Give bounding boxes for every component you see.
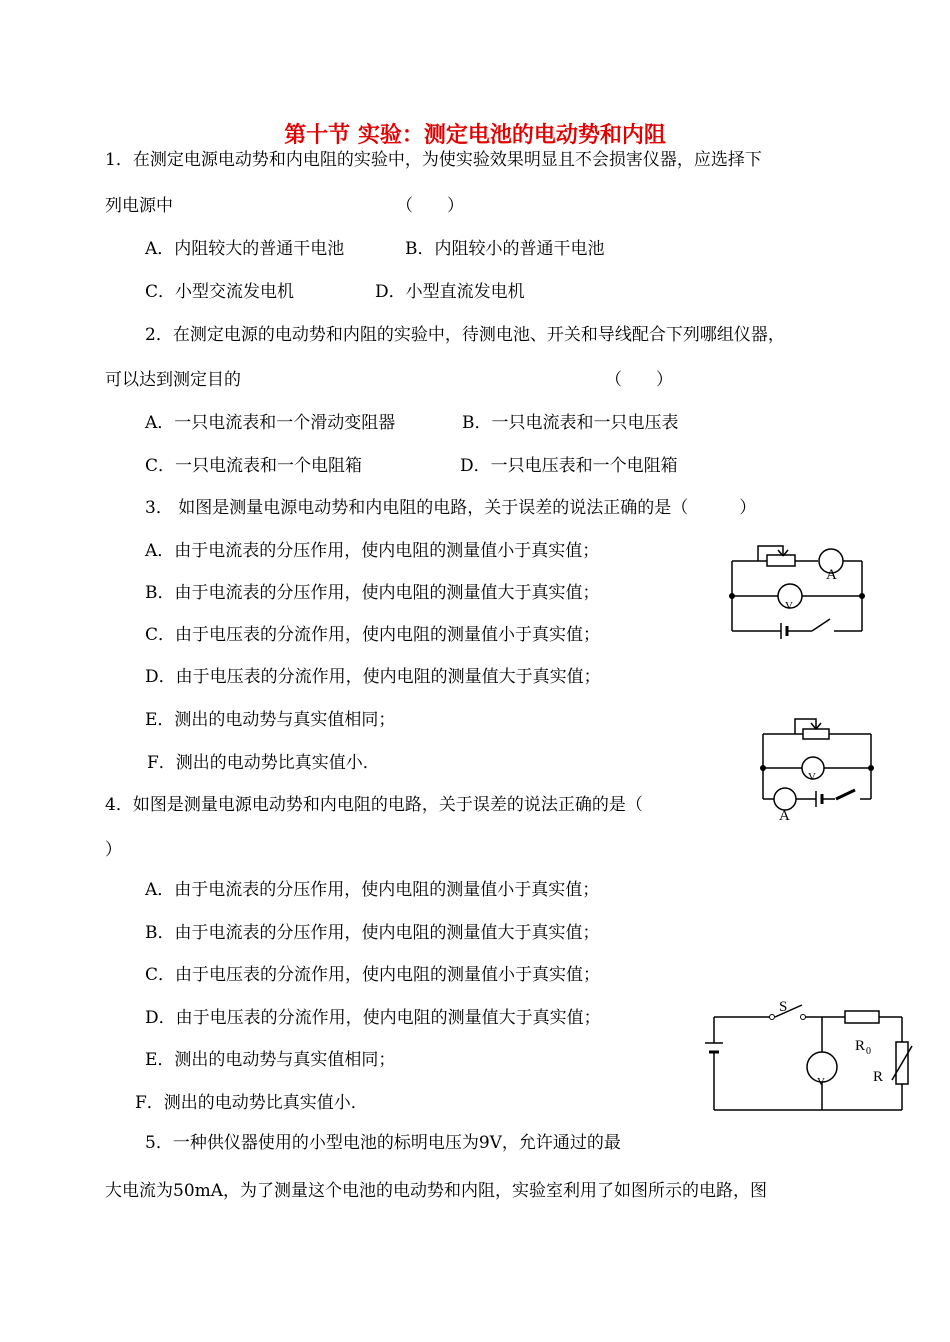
- q5-voltmeter-label: V: [817, 1076, 825, 1088]
- q4-option-e: E．测出的电动势与真实值相同；: [145, 1050, 396, 1070]
- q4-option-b: B．由于电流表的分压作用，使内电阻的测量值大于真实值；: [145, 923, 600, 943]
- q5-line1: 5．一种供仪器使用的小型电池的标明电压为9V，允许通过的最: [145, 1133, 621, 1153]
- q3-voltmeter-label: V: [785, 600, 793, 612]
- page-title: 第十节 实验：测定电池的电动势和内阻: [284, 123, 666, 148]
- q3-ammeter-label: A: [826, 567, 837, 583]
- q5-line2: 大电流为50mA，为了测量这个电池的电动势和内阻，实验室利用了如图所示的电路，图: [105, 1181, 768, 1201]
- q2-option-c: C．一只电流表和一个电阻箱: [145, 456, 363, 476]
- q1-option-a: A．内阻较大的普通干电池: [145, 239, 345, 259]
- q3-option-e: E．测出的电动势与真实值相同；: [145, 710, 396, 730]
- q3-option-f: F．测出的电动势比真实值小．: [147, 753, 380, 773]
- q2-line1: 2．在测定电源的电动势和内阻的实验中，待测电池、开关和导线配合下列哪组仪器，: [145, 325, 785, 345]
- q3-stem: 3． 如图是测量电源电动势和内电阻的电路，关于误差的说法正确的是（ ）: [145, 498, 757, 518]
- q2-option-b: B．一只电流表和一只电压表: [462, 413, 679, 433]
- q4-stem-end: ）: [105, 840, 122, 860]
- q5-r-label: R: [873, 1069, 884, 1085]
- q1-option-b: B．内阻较小的普通干电池: [405, 239, 605, 259]
- q3-option-c: C．由于电压表的分流作用，使内电阻的测量值小于真实值；: [145, 625, 601, 645]
- q5-r0-label: R: [855, 1038, 866, 1054]
- q4-option-f: F．测出的电动势比真实值小．: [135, 1093, 368, 1113]
- q4-voltmeter-label: V: [808, 771, 816, 783]
- q3-option-b: B．由于电流表的分压作用，使内电阻的测量值大于真实值；: [145, 583, 600, 603]
- q4-stem: 4．如图是测量电源电动势和内电阻的电路，关于误差的说法正确的是（: [105, 795, 643, 815]
- q3-option-a: A．由于电流表的分压作用，使内电阻的测量值小于真实值；: [145, 541, 600, 561]
- q4-option-d: D．由于电压表的分流作用，使内电阻的测量值大于真实值；: [145, 1008, 601, 1028]
- q5-r0-subscript: 0: [866, 1046, 871, 1057]
- q1-option-c: C．小型交流发电机: [145, 282, 295, 302]
- q5-switch-label: S: [779, 999, 788, 1015]
- q1-line1: 1．在测定电源电动势和内电阻的实验中，为使实验效果明显且不会损害仪器，应选择下: [105, 150, 762, 170]
- q2-answer-paren: （ ）: [605, 370, 673, 390]
- q2-option-d: D．一只电压表和一个电阻箱: [460, 456, 678, 476]
- q1-answer-paren: （ ）: [396, 196, 464, 216]
- q2-option-a: A．一只电流表和一个滑动变阻器: [145, 413, 396, 433]
- q2-line2: 可以达到测定目的: [105, 370, 241, 390]
- q4-option-c: C．由于电压表的分流作用，使内电阻的测量值小于真实值；: [145, 965, 601, 985]
- q1-option-d: D．小型直流发电机: [375, 282, 525, 302]
- q5-resistor-r0: [845, 1011, 879, 1023]
- q3-option-d: D．由于电压表的分流作用，使内电阻的测量值大于真实值；: [145, 667, 601, 687]
- q4-option-a: A．由于电流表的分压作用，使内电阻的测量值小于真实值；: [145, 880, 600, 900]
- q4-ammeter-label: A: [779, 808, 790, 824]
- q1-line2: 列电源中: [105, 196, 173, 216]
